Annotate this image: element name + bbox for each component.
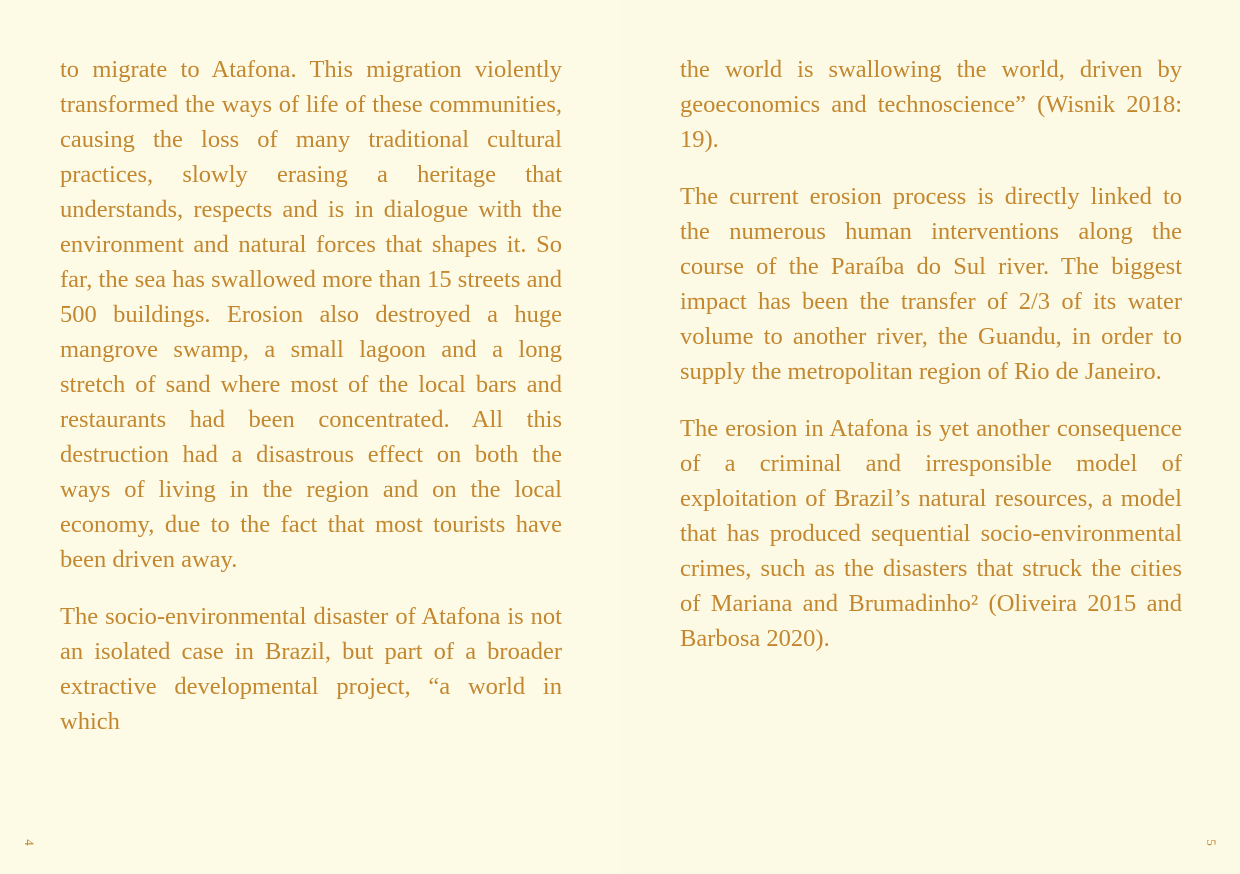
page-number-right: 5	[1203, 839, 1219, 846]
right-page	[620, 0, 1240, 874]
left-text-column	[60, 52, 562, 761]
paragraph: The erosion in Atafona is yet another consequence of a criminal and irresponsible model of exploitation of Brazil’s natural resources, a model that has produced sequential socio-environmental crimes, such as the disasters that struck the cities of Mariana and Brumadinho² (Oliveira 2015 and Barbosa 2020).	[680, 415, 1182, 652]
paragraph: The socio-environmental disaster of Atafona is not an isolated case in Brazil, but part of a broader extractive developmental project, “a world in which	[60, 603, 562, 735]
right-text-column	[680, 52, 1182, 678]
paragraph: the world is swallowing the world, driven by geoeconomics and technoscience” (Wisnik 2018: 19).	[680, 56, 1182, 153]
page-number-left: 4	[21, 839, 37, 846]
paragraph: The current erosion process is directly linked to the numerous human interventions along the course of the Paraíba do Sul river. The biggest impact has been the transfer of 2/3 of its water volume to another river, the Guandu, in order to supply the metropolitan region of Rio de Janeiro.	[680, 183, 1182, 385]
paragraph: to migrate to Atafona. This migration violently transformed the ways of life of these communities, causing the loss of many traditional cultural practices, slowly erasing a heritage that understands, respects and is in dialogue with the environment and natural forces that shapes it. So far, the sea has swallowed more than 15 streets and 500 buildings. Erosion also destroyed a huge mangrove swamp, a small lagoon and a long stretch of sand where most of the local bars and restaurants had been concentrated. All this destruction had a disastrous effect on both the ways of living in the region and on the local economy, due to the fact that most tourists have been driven away.	[60, 56, 562, 573]
